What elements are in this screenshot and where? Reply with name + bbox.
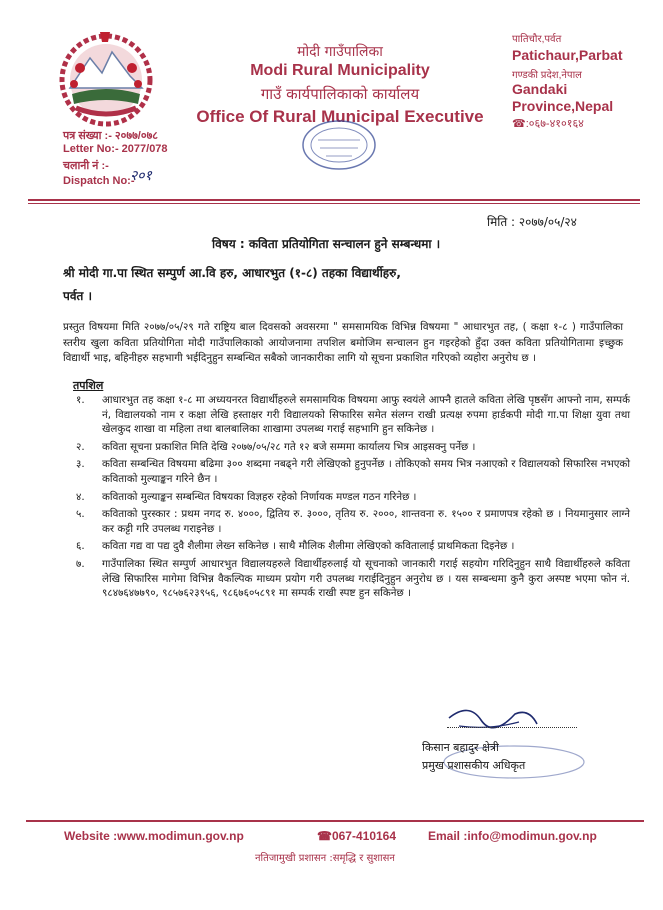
province-en-line1: Gandaki: [512, 81, 568, 97]
address-en: Patichaur,Parbat: [512, 47, 623, 63]
list-item: ३. कविता सम्बन्धित विषयमा बढिमा ३०० शब्दमा नबढ्ने गरी लेखिएको हुनुपर्नेछ । तोकिएको समय भित्र नआएको र विद्यालयको सिफारिस नभएको कविताको मुल्याङ्कन गरिने छैन ।: [76, 458, 630, 485]
footer-email: Email :info@modimun.gov.np: [428, 829, 597, 843]
org-name-en: Modi Rural Municipality: [250, 62, 430, 79]
chalani-handwritten-number: २०१: [130, 168, 152, 184]
letter-subject: विषय : कविता प्रतियोगिता सन्चालन हुने सम्बन्धमा ।: [212, 237, 441, 251]
signer-title: प्रमुख प्रशासकीय अधिकृत: [422, 759, 526, 772]
letter-date: मिति : २०७७/०५/२४: [487, 215, 577, 229]
recipient-line-2: पर्वत ।: [63, 289, 93, 303]
recipient-line-1: श्री मोदी गा.पा स्थित सम्पुर्ण आ.वि हरु, आधारभुत (१-८) तहका विद्यार्थीहरु,: [63, 266, 401, 280]
nepal-emblem-logo: [50, 28, 162, 128]
address-np: पातिचौर,पर्वत: [512, 34, 562, 45]
office-stamp: [300, 118, 378, 172]
footer-rule: [26, 820, 644, 822]
list-item: ४. कविताको मुल्याङ्कन सम्बन्धित विषयका विज्ञहरु रहेको निर्णायक मण्डल गठन गरिनेछ ।: [76, 490, 417, 503]
header-rule-top: [28, 199, 640, 201]
dispatch-number: Dispatch No:-: [63, 175, 135, 187]
section-label: तपशिल: [73, 379, 104, 392]
intro-paragraph: प्रस्तुत विषयमा मिति २०७७/०५/२९ गते राष्ट्रिय बाल दिवसको अवसरमा " समसामयिक विभिन्न विषयमा " आधारभुत तह, ( कक्षा १-८ ) गाउँपालिका स्तरीय खुला कविता प्रतियोगिता मोदी गाउँपालिकाको आयोजनामा तपशिल बमोजिम सन्चालन हुन गइरहेको हुँदा उक्त कविता प्रतियोगितामा इच्छुक विद्यार्थी भाइ, बहिनीहरु सहभागी भईदिनुहुन सम्बन्धित सबैको जानकारीका लागि यो सूचना प्रकाशित गरिएको व्यहोरा अनुरोध छ ।: [63, 321, 623, 365]
list-item: २. कविता सूचना प्रकाशित मिति देखि २०७७/०५/२८ गते १२ बजे सम्ममा कार्यालय भित्र आइसक्नु पर्नेछ ।: [76, 440, 476, 453]
details-list: [72, 393, 630, 604]
footer-website: Website :www.modimun.gov.np: [64, 829, 244, 843]
province-np: गण्डकी प्रदेश,नेपाल: [512, 70, 582, 81]
list-item: ७. गाउँपालिका स्थित सम्पुर्ण आधारभुत विद्यालयहरुले विद्यार्थीहरुलाई यो सूचनाको जानकारी गराई सहयोग गरिदिनुहुन साथै विद्यार्थीहरुले कविता लेखि सिफारिस मागेमा विभिन्न वैकल्पिक माध्यम प्रयोग गरी उपलब्ध गराईदिनुहुन अनुरोध छ । यस सम्बन्धमा कुनै कुरा अस्पष्ट भएमा फोन नं. ९८४७६४७७९०, ९८५७६२३९५६, ९८६७६०५८९१ मा सम्पर्क राखी स्पष्ट हुन सकिनेछ ।: [76, 557, 630, 600]
footer-motto: नतिजामुखी प्रशासन :समृद्धि र सुशासन: [255, 853, 395, 864]
list-item: १. आधारभुत तह कक्षा १-८ मा अध्ययनरत विद्यार्थीहरुले समसामयिक विषयमा आफु स्वयंले आफ्नै हातले कविता लेखि पृष्ठसँग आफ्नो नाम, सम्पर्क नं, विद्यालयको नाम र कक्षा लेखि हस्ताक्षर गरी विद्यालयको सिफारिस समेत संलग्न राखी प्रत्यक्ष रुपमा हार्डकपी मोदी गा.पा शिक्षा युवा तथा खेलकुद शाखा वा महिला तथा बालबालिका शाखामा उपलब्ध गराई सहभागि हुन सकिनेछ ।: [76, 394, 630, 436]
patra-sankhya: पत्र संख्या :- २०७७/०७८: [63, 130, 159, 142]
province-en-line2: Province,Nepal: [512, 98, 614, 114]
org-name-np: मोदी गाउँपालिका: [297, 44, 383, 60]
signer-name: किसान बहादुर क्षेत्री: [422, 741, 499, 754]
letter-number: Letter No:- 2077/078: [63, 143, 168, 155]
header-phone: ☎:०६७-४१०१६४: [512, 118, 584, 130]
office-name-en: Office Of Rural Municipal Executive: [196, 107, 484, 126]
list-item: ५. कविताको पुरस्कार : प्रथम नगद रु. ४०००, द्वितिय रु. ३०००, तृतिय रु. २०००, शान्तवना रु. १५०० र प्रमाणपत्र रहेको छ । नियमानुसार लाग्ने कर कट्टी गरि उपलब्ध गराइनेछ ।: [76, 508, 630, 535]
footer-phone: ☎067-410164: [317, 829, 397, 843]
chalani-label: चलानी नं :-: [63, 160, 109, 172]
header-rule-bottom: [28, 203, 640, 204]
list-item: ६. कविता गद्य वा पद्य दुवै शैलीमा लेख्न सकिनेछ । साथै मौलिक शैलीमा लेखिएको कवितालाई प्राथमिकता दिइनेछ ।: [76, 540, 515, 553]
signature-line: [447, 727, 577, 728]
office-name-np: गाउँ कार्यपालिकाको कार्यालय: [260, 85, 420, 103]
